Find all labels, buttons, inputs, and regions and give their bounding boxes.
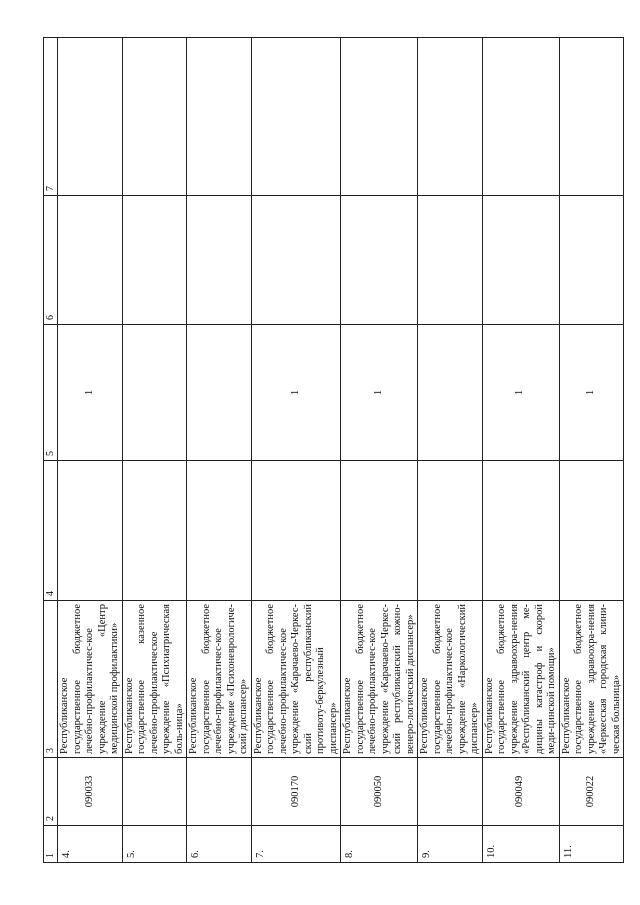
institution-name: Республиканское государственное бюджетное лечебно-профилактичес-кое учреждение «Карачаево-Черкес-ский республиканский кожно-венеро-логический диспансер» bbox=[341, 601, 418, 758]
institution-code bbox=[187, 758, 252, 826]
row-number: 5. bbox=[122, 826, 187, 863]
value-cell bbox=[559, 196, 624, 325]
row-number: 4. bbox=[58, 826, 123, 863]
row-number: 6. bbox=[187, 826, 252, 863]
row-number: 7. bbox=[251, 826, 341, 863]
rotated-page bbox=[43, 38, 622, 863]
value-cell bbox=[122, 325, 187, 461]
value-cell bbox=[559, 38, 624, 196]
value-cell bbox=[482, 38, 559, 196]
row-number: 9. bbox=[418, 826, 483, 863]
institution-code bbox=[418, 758, 483, 826]
value-cell bbox=[187, 196, 252, 325]
row-number: 8. bbox=[341, 826, 418, 863]
institution-code: 090049 bbox=[482, 758, 559, 826]
value-cell bbox=[341, 196, 418, 325]
row-number: 10. bbox=[482, 826, 559, 863]
table-row bbox=[58, 38, 123, 863]
value-cell: 1 bbox=[559, 325, 624, 461]
institution-name: Республиканское государственное бюджетное лечебно-профилактичес-кое учреждение «Наркологический диспансер» bbox=[418, 601, 483, 758]
value-cell bbox=[58, 196, 123, 325]
value-cell bbox=[187, 38, 252, 196]
value-cell: 1 bbox=[251, 325, 341, 461]
institution-code: 090170 bbox=[251, 758, 341, 826]
value-cell bbox=[122, 461, 187, 601]
column-number: 1 bbox=[44, 826, 58, 863]
value-cell bbox=[122, 38, 187, 196]
institution-code: 090022 bbox=[559, 758, 624, 826]
institutions-table bbox=[43, 37, 624, 863]
column-number: 5 bbox=[44, 325, 58, 461]
value-cell bbox=[482, 196, 559, 325]
value-cell bbox=[341, 38, 418, 196]
table-row bbox=[482, 38, 559, 863]
table-row bbox=[418, 38, 483, 863]
column-number: 6 bbox=[44, 196, 58, 325]
table-row bbox=[559, 38, 624, 863]
value-cell bbox=[418, 325, 483, 461]
institution-name: Республиканское государственное казенное лечебно-профилактическое учреждение «Психиатрическая боль-ница» bbox=[122, 601, 187, 758]
value-cell bbox=[418, 38, 483, 196]
value-cell bbox=[58, 461, 123, 601]
institution-name: Республиканское государственное бюджетное учреждение здравоохра-нения «Республиканский центр ме-дицины катастроф и скорой меди-цинской помощи» bbox=[482, 601, 559, 758]
value-cell bbox=[122, 196, 187, 325]
institution-name: Республиканское государственное бюджетное лечебно-профилактичес-кое учреждение «Психоневрологиче-ский диспансер» bbox=[187, 601, 252, 758]
institution-name: Республиканское государственное бюджетное учреждение здравоохра-нения «Черкесская городская клини-ческая больница» bbox=[559, 601, 624, 758]
column-number-row bbox=[44, 38, 58, 863]
value-cell bbox=[418, 461, 483, 601]
value-cell bbox=[187, 325, 252, 461]
institution-name: Республиканское государственное бюджетное лечебно-профилактичес-кое учреждение «Карачаево-Черкес-ский республиканский противоту-беркулезный диспансер» bbox=[251, 601, 341, 758]
table-row bbox=[187, 38, 252, 863]
column-number: 7 bbox=[44, 38, 58, 196]
value-cell bbox=[341, 461, 418, 601]
column-number: 3 bbox=[44, 601, 58, 758]
value-cell bbox=[58, 38, 123, 196]
value-cell: 1 bbox=[341, 325, 418, 461]
column-number: 4 bbox=[44, 461, 58, 601]
institution-code: 090050 bbox=[341, 758, 418, 826]
value-cell bbox=[482, 461, 559, 601]
table-row bbox=[341, 38, 418, 863]
column-number: 2 bbox=[44, 758, 58, 826]
table-row bbox=[122, 38, 187, 863]
value-cell bbox=[418, 196, 483, 325]
value-cell bbox=[251, 461, 341, 601]
table-row bbox=[251, 38, 341, 863]
institution-name: Республиканское государственное бюджетное лечебно-профилактичес-кое учреждение «Центр медицинской профилактики» bbox=[58, 601, 123, 758]
institution-code bbox=[122, 758, 187, 826]
value-cell: 1 bbox=[58, 325, 123, 461]
value-cell bbox=[559, 461, 624, 601]
value-cell bbox=[187, 461, 252, 601]
value-cell: 1 bbox=[482, 325, 559, 461]
institution-code: 090033 bbox=[58, 758, 123, 826]
row-number: 11. bbox=[559, 826, 624, 863]
value-cell bbox=[251, 38, 341, 196]
value-cell bbox=[251, 196, 341, 325]
